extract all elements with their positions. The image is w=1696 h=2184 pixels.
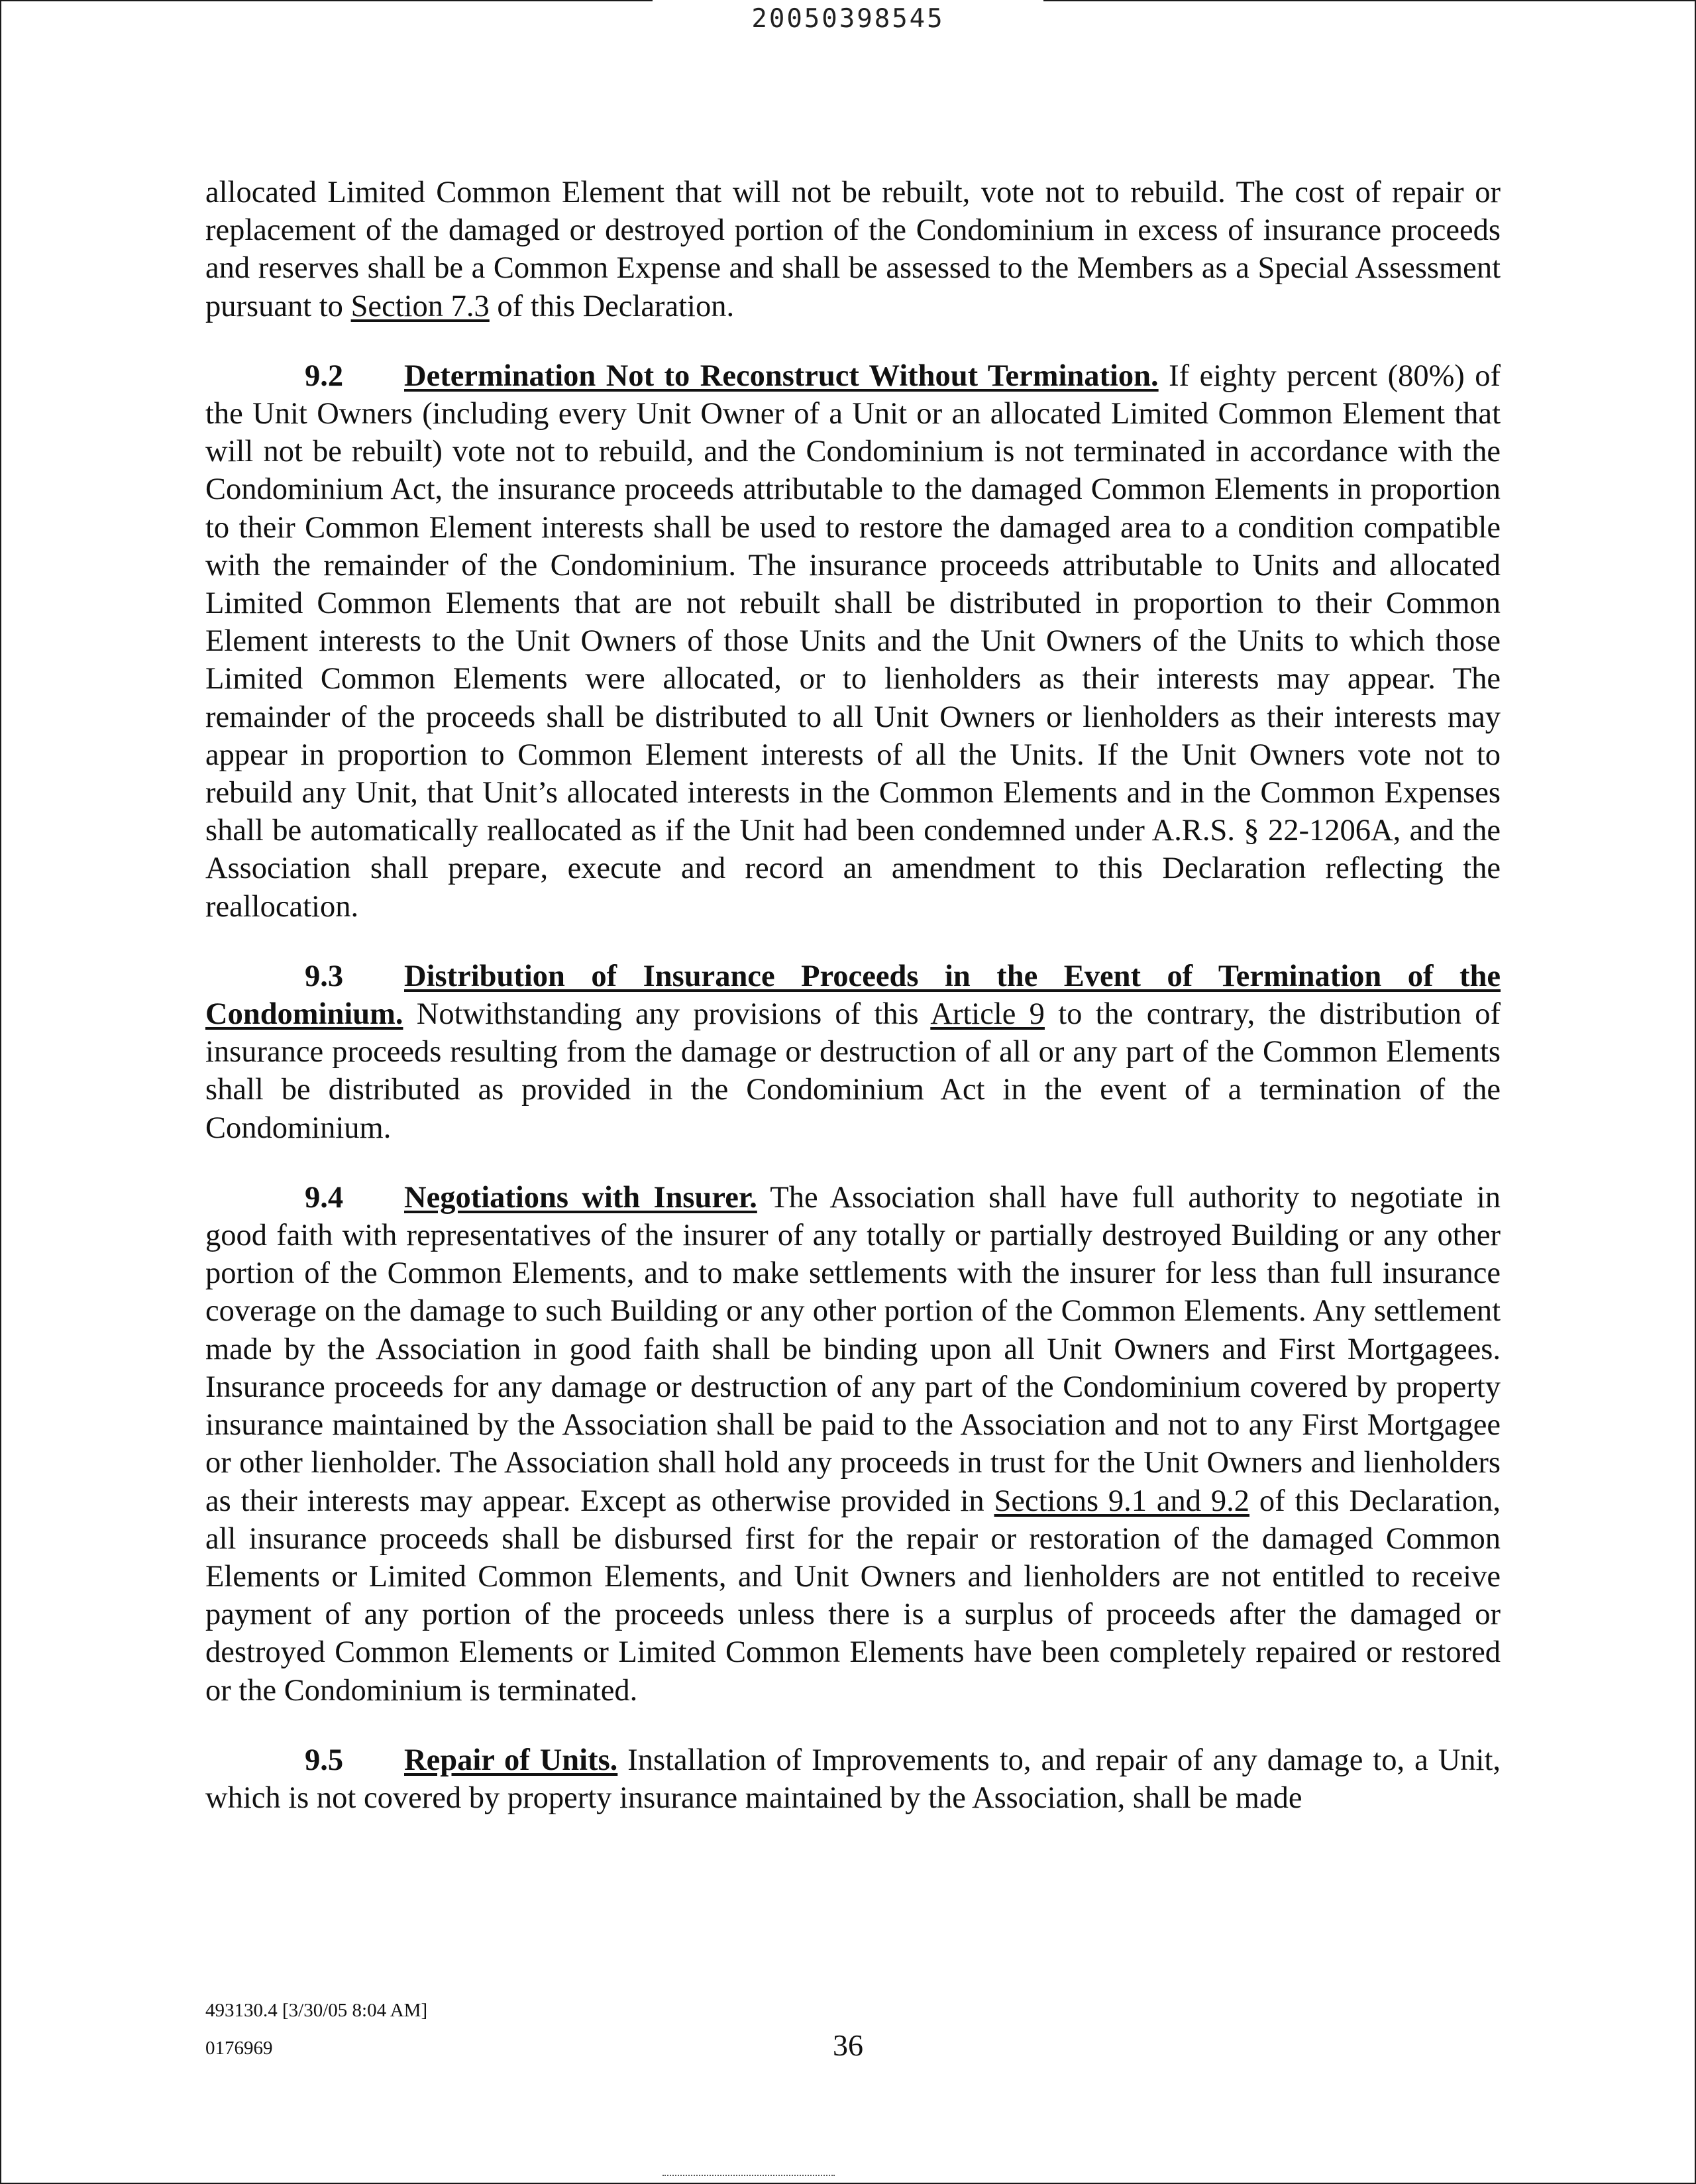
document-body — [205, 174, 1501, 1849]
section-9-4 — [205, 1179, 1501, 1710]
section-number: 9.4 — [305, 1180, 344, 1215]
section-9-2 — [205, 357, 1501, 926]
footer-client-number: 0176969 — [205, 2038, 273, 2059]
section-number: 9.2 — [305, 358, 344, 393]
scan-artifact-line — [662, 2175, 835, 2176]
section-text: to the contrary, the distribution of insurance proceeds resulting from the damage or destruction of all or any part of the Common Elements shall be distributed as provided in the Condominium Act in the event of a termination of the Condominium. — [205, 997, 1501, 1145]
cross-reference-section-7-3: Section 7.3 — [350, 289, 490, 323]
section-text: of this Declaration, all insurance proceeds shall be disbursed first for the repair or restoration of the damaged Common Elements or Limited Common Elements, and Unit Owners and lienholders are not entitled to receive payment of any portion of the proceeds unless there is a surplus of proceeds after the damaged or destroyed Common Elements or Limited Common Elements have been completely repaired or restored or the Condominium is terminated. — [205, 1484, 1501, 1708]
cross-reference-sections-9-1-9-2: Sections 9.1 and 9.2 — [994, 1484, 1250, 1518]
document-number: 20050398545 — [751, 4, 945, 34]
section-title: Distribution of Insurance Proceeds in the Event of Termination of the Condominium. — [205, 959, 1501, 1032]
section-title: Repair of Units. — [404, 1743, 618, 1777]
section-text: The Association shall have full authority to negotiate in good faith with representatives of the insurer of any totally or partially destroyed Building or any other portion of the Common Elements, and to make settlements with the insurer for less than full insurance coverage on the damage to such Building or any other portion of the Common Elements. Any settlement made by the Association in good faith shall be binding upon all Unit Owners and First Mortgagees. Insurance proceeds for any damage or destruction of any part of the Condominium covered by property insurance maintained by the Association shall be paid to the Association and not to any First Mortgagee or other lienholder. The Association shall hold any proceeds in trust for the Unit Owners and lienholders as their interests may appear. Except as otherwise provided in — [205, 1180, 1501, 1518]
paragraph-text: of this Declaration. — [489, 289, 735, 323]
page-number: 36 — [833, 2028, 863, 2062]
section-title: Determination Not to Reconstruct Without Termination. — [404, 358, 1159, 393]
cross-reference-article-9: Article 9 — [930, 997, 1045, 1032]
section-number: 9.3 — [305, 959, 344, 993]
section-title: Negotiations with Insurer. — [404, 1180, 757, 1215]
section-9-5 — [205, 1741, 1501, 1817]
section-9-3 — [205, 957, 1501, 1147]
footer-document-reference: 493130.4 [3/30/05 8:04 AM] — [205, 2000, 428, 2021]
paragraph-continuation — [205, 174, 1501, 325]
section-text: Notwithstanding any provisions of this — [403, 997, 931, 1032]
section-number: 9.5 — [305, 1743, 344, 1777]
section-text: Installation of Improvements to, and repair of any damage to, a Unit, which is not covered by property insurance maintained by the Association, shall be made — [205, 1743, 1501, 1815]
paragraph-text: allocated Limited Common Element that will not be rebuilt, vote not to rebuild. The cost of repair or replacement of the damaged or destroyed portion of the Condominium in excess of insurance proceeds and reserves shall be a Common Expense and shall be assessed to the Members as a Special Assessment pursuant to — [205, 176, 1501, 323]
section-text: If eighty percent (80%) of the Unit Owners (including every Unit Owner of a Unit or an allocated Limited Common Element that will not be rebuilt) vote not to rebuild, and the Condominium is not terminated in accordance with the Condominium Act, the insurance proceeds attributable to the damaged Common Elements in proportion to their Common Element interests shall be used to restore the damaged area to a condition compatible with the remainder of the Condominium. The insurance proceeds attributable to Units and allocated Limited Common Elements that are not rebuilt shall be distributed in proportion to their Common Element interests to the Unit Owners of those Units and the Unit Owners of the Units to which those Limited Common Elements were allocated, or to lienholders as their interests may appear. The remainder of the proceeds shall be distributed to all Unit Owners or lienholders as their interests may appear in proportion to Common Element interests of all the Units. If the Unit Owners vote not to rebuild any Unit, that Unit’s allocated interests in the Common Elements and in the Common Expenses shall be automatically reallocated as if the Unit had been condemned under A.R.S. § 22-1206A, and the Association shall prepare, execute and record an amendment to this Declaration reflecting the reallocation. — [205, 358, 1501, 924]
